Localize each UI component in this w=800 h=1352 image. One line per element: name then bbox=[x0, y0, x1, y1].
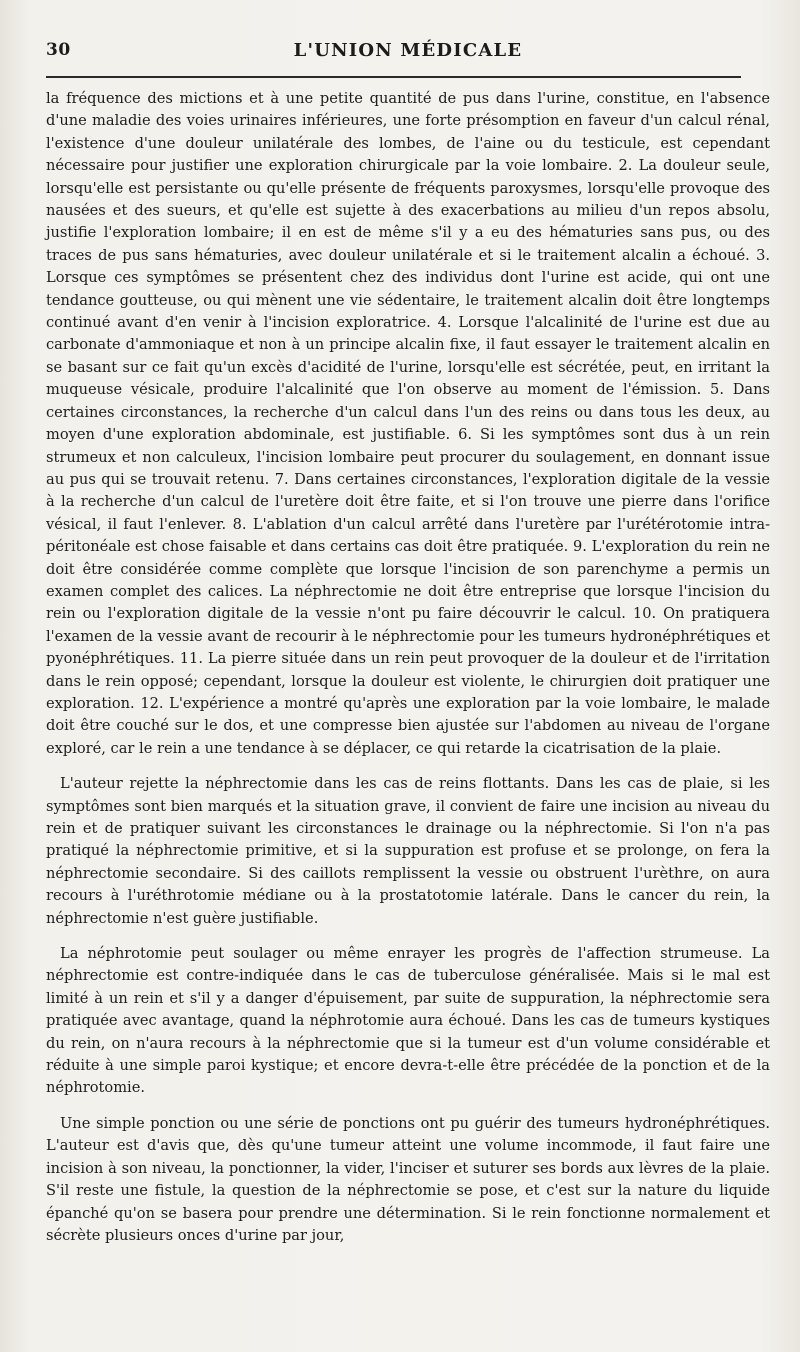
paragraph-nephrotomy: La néphrotomie peut soulager ou même enrayer les progrès de l'affection strumeuse. La néphrectomie est contre-indiquée dans le cas de tuberculose généralisée. Mais si le mal est limité à un rein et s'il y a danger d'épuisement, par suite de suppuration, la néphrectomie sera pratiquée avec avantage, quand la néphrotomie aura échoué. Dans les cas de tumeurs kystiques du rein, on n'aura recours à la néphrectomie que si la tumeur est d'un volume considérable et réduite à une simple paroi kystique; et encore devra-t-elle être précédée de la ponction et de la néphrotomie. bbox=[46, 945, 770, 1097]
journal-title: L'UNION MÉDICALE bbox=[293, 40, 523, 61]
paragraph-floating-kidneys: L'auteur rejette la néphrectomie dans les cas de reins flottants. Dans les cas de plaie, si les symptômes sont bien marqués et la situation grave, il convient de faire une incision au niveau du rein et de pratiquer suivant les circonstances le drainage ou la néphrectomie. Si l'on n'a pas pratiqué la néphrectomie primitive, et si la suppuration est profuse et se prolonge, on fera la néphrectomie secondaire. Si des caillots remplissent la vessie ou obstruent l'urèthre, on aura recours à l'uréthrotomie médiane ou à la prostatotomie latérale. Dans le cancer du rein, la néphrectomie n'est guère justifiable. bbox=[46, 775, 770, 927]
running-header bbox=[46, 40, 770, 70]
body-text bbox=[46, 88, 770, 1247]
paragraph-continuation: la fréquence des mictions et à une petite quantité de pus dans l'urine, constitue, en l'absence d'une maladie des voies urinaires inférieures, une forte présomption en faveur d'un calcul rénal, l'existence d'une douleur unilatérale des lombes, de l'aine ou du testicule, est cependant nécessaire pour justifier une exploration chirurgicale par la voie lombaire. 2. La douleur seule, lorsqu'elle est persistante ou qu'elle présente de fréquents paroxysmes, lorsqu'elle provoque des nausées et des sueurs, et qu'elle est sujette à des exacerbations au milieu d'un repos absolu, justifie l'exploration lombaire; il en est de même s'il y a eu des hématuries sans pus, ou des traces de pus sans hématuries, avec douleur unilatérale et si le traitement alcalin a échoué. 3. Lorsque ces symptômes se présentent chez des individus dont l'urine est acide, qui ont une tendance goutteuse, ou qui mènent une vie sédentaire, le traitement alcalin doit être longtemps continué avant d'en venir à l'incision exploratrice. 4. Lorsque l'alcalinité de l'urine est due au carbonate d'ammoniaque et non à un principe alcalin fixe, il faut essayer le traitement alcalin en se basant sur ce fait qu'un excès d'acidité de l'urine, lorsqu'elle est sécrétée, peut, en irritant la muqueuse vésicale, produire l'alcalinité que l'on observe au moment de l'émission. 5. Dans certaines circonstances, la recherche d'un calcul dans l'un des reins ou dans tous les deux, au moyen d'une exploration abdominale, est justifiable. 6. Si les symptômes sont dus à un rein strumeux et non calculeux, l'incision lombaire peut procurer du soulagement, en donnant issue au pus qui se trouvait retenu. 7. Dans certaines circonstances, l'exploration digitale de la vessie à la recherche d'un calcul de l'uretère doit être faite, et si l'on trouve une pierre dans l'orifice vésical, il faut l'enlever. 8. L'ablation d'un calcul arrêté dans l'uretère par l'urétérotomie intra-péritonéale est chose faisable et dans certains cas doit être pratiquée. 9. L'exploration du rein ne doit être considérée comme complète que lorsque l'incision de son parenchyme a permis un examen complet des calices. La néphrectomie ne doit être entreprise que lorsque l'incision du rein ou l'exploration digitale de la vessie n'ont pu faire découvrir le calcul. 10. On pratiquera l'examen de la vessie avant de recourir à le néphrectomie pour les tumeurs hydronéphrétiques et pyonéphrétiques. 11. La pierre située dans un rein peut provoquer de la douleur et de l'irritation dans le rein opposé; cependant, lorsque la douleur est violente, le chirurgien doit pratiquer une exploration. 12. L'expérience a montré qu'après une exploration par la voie lombaire, le malade doit être couché sur le dos, et une compresse bien ajustée sur l'abdomen au niveau de l'organe exploré, car le rein a une tendance à se déplacer, ce qui retarde la cicatrisation de la plaie. bbox=[46, 90, 770, 757]
page-number: 30 bbox=[46, 40, 71, 60]
paragraph-puncture: Une simple ponction ou une série de ponctions ont pu guérir des tumeurs hydronéphrétiques. L'auteur est d'avis que, dès qu'une tumeur atteint une volume incommode, il faut faire une incision à son niveau, la ponctionner, la vider, l'inciser et suturer ses bords aux lèvres de la plaie. S'il reste une fistule, la question de la néphrectomie se pose, et c'est sur la nature du liquide épanché qu'on se basera pour prendre une détermination. Si le rein fonctionne normalement et sécrète plusieurs onces d'urine par jour, bbox=[46, 1114, 770, 1244]
header-rule bbox=[46, 76, 741, 78]
